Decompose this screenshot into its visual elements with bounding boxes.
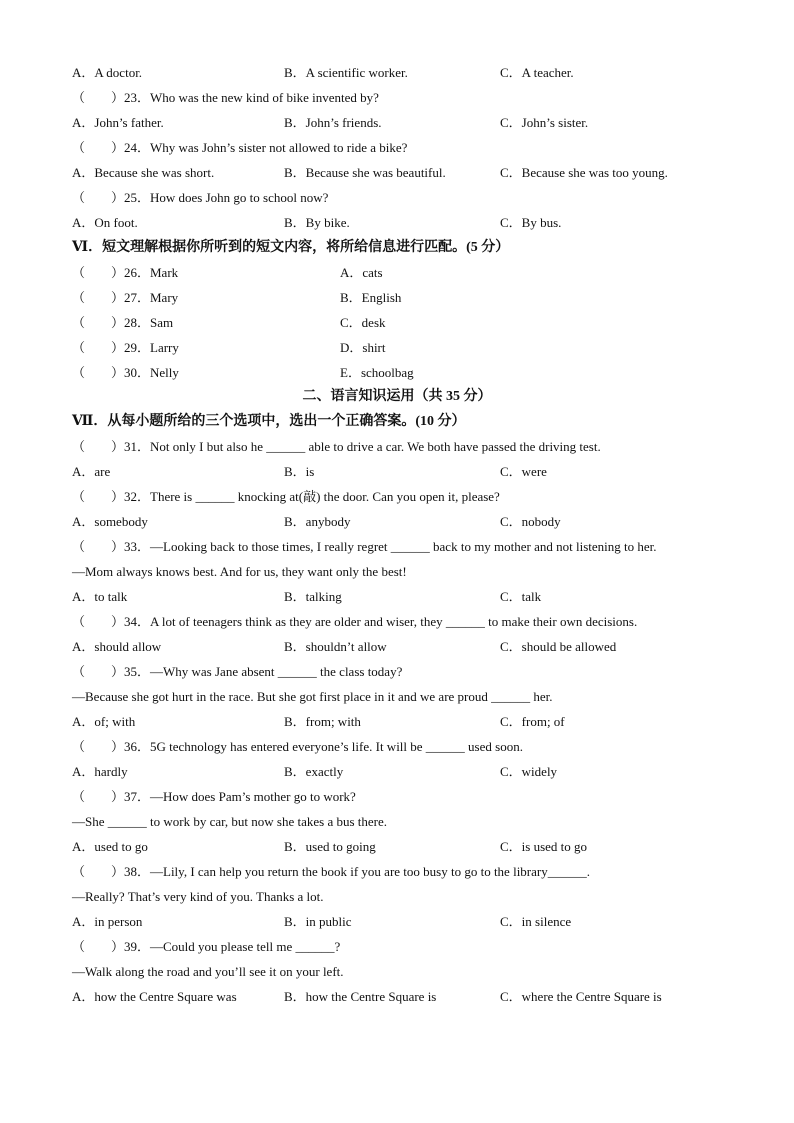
match-right: E．schoolbag	[340, 365, 414, 380]
q23-option-b: B．John’s friends.	[284, 115, 382, 130]
q31-option-c: C．were	[500, 464, 547, 479]
q33-option-a: A．to talk	[72, 589, 128, 604]
q36-stem: （ ）36．5G technology has entered everyone’s life. It will be ______ used soon.	[72, 739, 523, 754]
q25-option-a: A．On foot.	[72, 215, 138, 230]
q24-option-a: A．Because she was short.	[72, 165, 215, 180]
q24-option-b: B．Because she was beautiful.	[284, 165, 446, 180]
q23-option-c: C．John’s sister.	[500, 115, 589, 130]
q38-option-a: A．in person	[72, 914, 143, 929]
q39-option-a: A．how the Centre Square was	[72, 989, 237, 1004]
q35-option-a: A．of; with	[72, 714, 136, 729]
match-right: A．cats	[340, 265, 383, 280]
q25-option-c: C．By bus.	[500, 215, 562, 230]
match-right: D．shirt	[340, 340, 386, 355]
q38-stem: （ ）38．—Lily, I can help you return the book if you are too busy to go to the library______.	[72, 864, 590, 879]
q31-option-a: A．are	[72, 464, 111, 479]
q35-option-c: C．from; of	[500, 714, 565, 729]
q38-stem-reply: —Really? That’s very kind of you. Thanks a lot.	[72, 889, 324, 904]
q39-stem-reply: —Walk along the road and you’ll see it on your left.	[72, 964, 344, 979]
q38-option-b: B．in public	[284, 914, 352, 929]
q39-stem: （ ）39．—Could you please tell me ______?	[72, 939, 341, 954]
q22-option-a: A．A doctor.	[72, 65, 143, 80]
section7-heading: Ⅶ．从每小题所给的三个选项中，选出一个正确答案。(10 分）	[72, 414, 466, 429]
q23-option-a: A．John’s father.	[72, 115, 164, 130]
q35-stem-reply: —Because she got hurt in the race. But she got first place in it and we are proud ______ her.	[72, 689, 553, 704]
q32-option-a: A．somebody	[72, 514, 148, 529]
section6-heading: Ⅵ．短文理解根据你所听到的短文内容，将所给信息进行匹配。(5 分）	[72, 240, 510, 255]
q39-option-b: B．how the Centre Square is	[284, 989, 437, 1004]
part2-title: 二、语言知识运用（共 35 分）	[302, 389, 492, 404]
q22-option-b: B．A scientific worker.	[284, 65, 408, 80]
q33-option-c: C．talk	[500, 589, 542, 604]
q33-stem: （ ）33．—Looking back to those times, I really regret ______ back to my mother and not listening to her.	[72, 539, 657, 554]
q36-option-a: A．hardly	[72, 764, 128, 779]
match-right: C．desk	[340, 315, 386, 330]
q24-option-c: C．Because she was too young.	[500, 165, 668, 180]
q37-option-b: B．used to going	[284, 839, 376, 854]
q34-option-b: B．shouldn’t allow	[284, 639, 387, 654]
match-right: B．English	[340, 290, 402, 305]
q23-stem: （ ）23．Who was the new kind of bike invented by?	[72, 90, 379, 105]
q34-option-a: A．should allow	[72, 639, 162, 654]
match-left: （ ）28．Sam	[72, 315, 174, 330]
match-left: （ ）26．Mark	[72, 265, 179, 280]
q35-option-b: B．from; with	[284, 714, 361, 729]
q37-option-c: C．is used to go	[500, 839, 588, 854]
q25-option-b: B．By bike.	[284, 215, 350, 230]
q36-option-c: C．widely	[500, 764, 558, 779]
q34-stem: （ ）34．A lot of teenagers think as they are older and wiser, they ______ to make their own decisions.	[72, 614, 638, 629]
q31-stem: （ ）31．Not only I but also he ______ able to drive a car. We both have passed the driving test.	[72, 439, 601, 454]
q37-option-a: A．used to go	[72, 839, 148, 854]
q32-stem: （ ）32．There is ______ knocking at(敲) the door. Can you open it, please?	[72, 489, 500, 504]
q32-option-c: C．nobody	[500, 514, 561, 529]
q37-stem: （ ）37．—How does Pam’s mother go to work?	[72, 789, 356, 804]
q35-stem: （ ）35．—Why was Jane absent ______ the class today?	[72, 664, 403, 679]
match-left: （ ）30．Nelly	[72, 365, 179, 380]
q31-option-b: B．is	[284, 464, 315, 479]
q33-option-b: B．talking	[284, 589, 342, 604]
q22-option-c: C．A teacher.	[500, 65, 574, 80]
q39-option-c: C．where the Centre Square is	[500, 989, 662, 1004]
q32-option-b: B．anybody	[284, 514, 351, 529]
q38-option-c: C．in silence	[500, 914, 572, 929]
q37-stem-reply: —She ______ to work by car, but now she takes a bus there.	[72, 814, 388, 829]
match-left: （ ）29．Larry	[72, 340, 179, 355]
q34-option-c: C．should be allowed	[500, 639, 617, 654]
q24-stem: （ ）24．Why was John’s sister not allowed to ride a bike?	[72, 140, 408, 155]
q33-stem-reply: —Mom always knows best. And for us, they want only the best!	[72, 564, 407, 579]
q25-stem: （ ）25．How does John go to school now?	[72, 190, 329, 205]
match-left: （ ）27．Mary	[72, 290, 179, 305]
q36-option-b: B．exactly	[284, 764, 344, 779]
